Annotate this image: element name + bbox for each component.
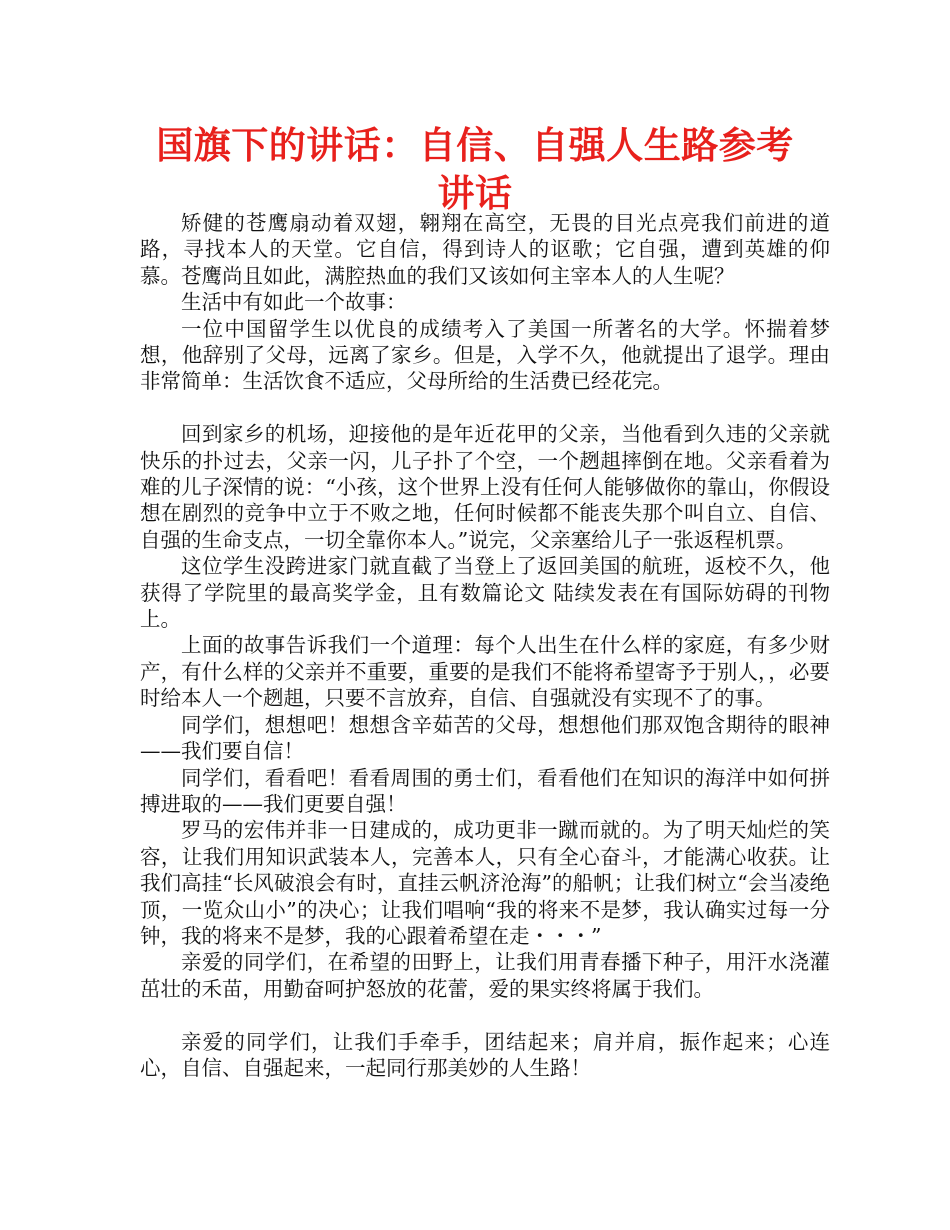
paragraph-3: 一位中国留学生以优良的成绩考入了美国一所著名的大学。怀揣着梦想，他辞别了父母，远离了家乡。但是，入学不久，他就提出了退学。理由非常简单：生活饮食不适应，父母所给的生活费已经花完。 bbox=[140, 316, 830, 394]
paragraph-6: 上面的故事告诉我们一个道理：每个人出生在什么样的家庭，有多少财产，有什么样的父亲并不重要，重要的是我们不能将希望寄予于别人，，必要时给本人一个趔趄，只要不言放弃，自信、自强就没有实现不了的事。 bbox=[140, 633, 830, 711]
paragraph-11: 亲爱的同学们，让我们手牵手，团结起来；肩并肩，振作起来；心连心，自信、自强起来，一起同行那美妙的人生路！ bbox=[140, 1029, 830, 1080]
paragraph-10: 亲爱的同学们，在希望的田野上，让我们用青春播下种子，用汗水浇灌茁壮的禾苗，用勤奋呵护怒放的花蕾，爱的果实终将属于我们。 bbox=[140, 950, 830, 1001]
document-body bbox=[140, 210, 830, 1081]
paragraph-5: 这位学生没跨进家门就直截了当登上了返回美国的航班，返校不久，他获得了学院里的最高奖学金，且有数篇论文 陆续发表在有国际妨碍的刊物上。 bbox=[140, 554, 830, 632]
paragraph-8: 同学们，看看吧！看看周围的勇士们，看看他们在知识的海洋中如何拼搏进取的——我们更要自强！ bbox=[140, 765, 830, 816]
paragraph-4: 回到家乡的机场，迎接他的是年近花甲的父亲，当他看到久违的父亲就快乐的扑过去，父亲一闪，儿子扑了个空，一个趔趄摔倒在地。父亲看着为难的儿子深情的说：“小孩，这个世界上没有任何人能够做你的靠山，你假设想在剧烈的竞争中立于不败之地，任何时候都不能丧失那个叫自立、自信、自强的生命支点，一切全靠你本人。”说完，父亲塞给儿子一张返程机票。 bbox=[140, 422, 830, 552]
paragraph-7: 同学们，想想吧！想想含辛茹苦的父母，想想他们那双饱含期待的眼神——我们要自信！ bbox=[140, 712, 830, 764]
paragraph-1: 矫健的苍鹰扇动着双翅，翱翔在高空，无畏的目光点亮我们前进的道路，寻找本人的天堂。它自信，得到诗人的讴歌；它自强，遭到英雄的仰慕。苍鹰尚且如此，满腔热血的我们又该如何主宰本人的人生呢？ bbox=[140, 211, 830, 288]
paragraph-2: 生活中有如此一个故事： bbox=[181, 290, 407, 315]
document-title: 国旗下的讲话：自信、自强人生路参考讲话 bbox=[156, 124, 794, 215]
paragraph-9: 罗马的宏伟并非一日建成的，成功更非一蹴而就的。为了明天灿烂的笑容，让我们用知识武装本人，完善本人，只有全心奋斗，才能满心收获。让我们高挂“长风破浪会有时，直挂云帆济沧海”的船帆；让我们树立“会当凌绝顶，一览众山小”的决心；让我们唱响“我的将来不是梦，我认确实过每一分钟，我的将来不是梦，我的心跟着希望在走・・・” bbox=[140, 818, 830, 948]
